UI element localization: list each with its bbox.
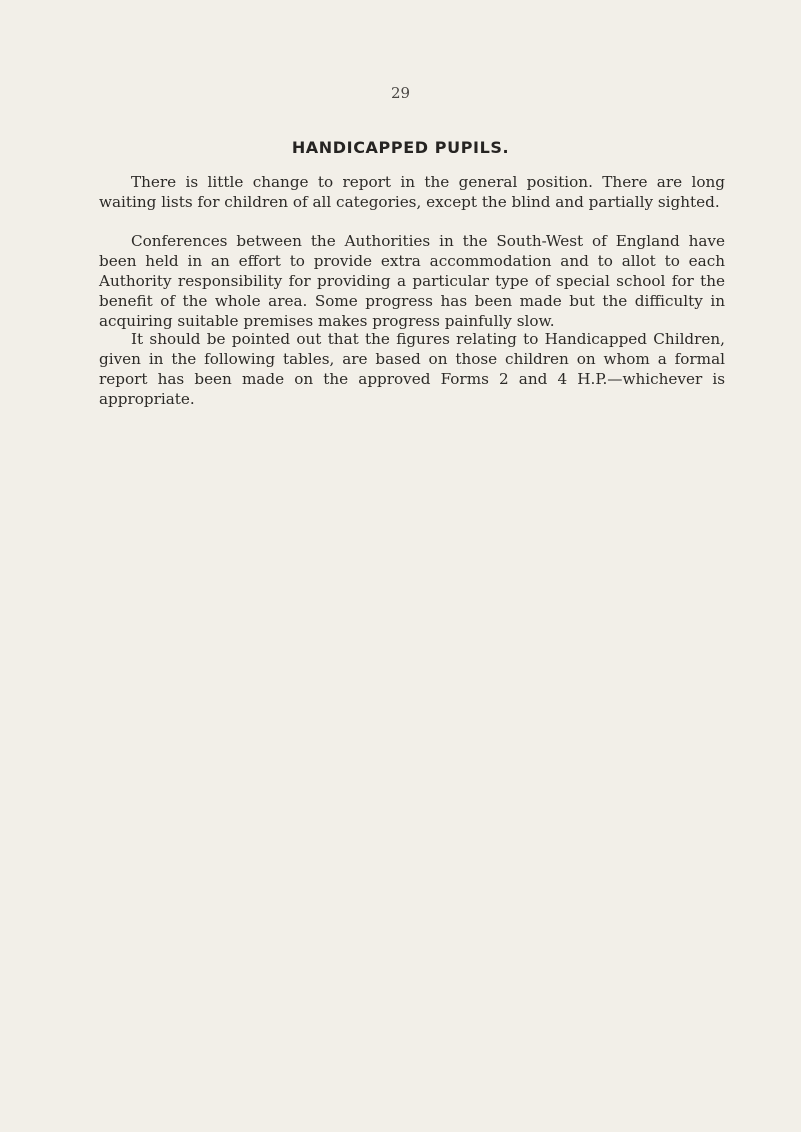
paragraph-conferences: Conferences between the Authorities in the South-West of England have been held in an effort to provide extra accommodation and to allot to each Authority responsibility for providing a particular type of special school for the benefit of the whole area. Some progress has been made but the difficulty in acquiring suitable premises makes progress painfully slow. bbox=[99, 232, 725, 330]
page-number: 29 bbox=[390, 84, 411, 102]
paragraph-figures-note: It should be pointed out that the figures relating to Handicapped Children, given in the following tables, are based on those children on whom a formal report has been made on the approved Forms 2 and 4 H.P.—whichever is appropriate. bbox=[99, 330, 725, 408]
paragraph-waiting-lists: There is little change to report in the general position. There are long waiting lists for children of all categories, except the blind and partially sighted. bbox=[99, 173, 725, 211]
section-heading: HANDICAPPED PUPILS. bbox=[291, 138, 510, 157]
